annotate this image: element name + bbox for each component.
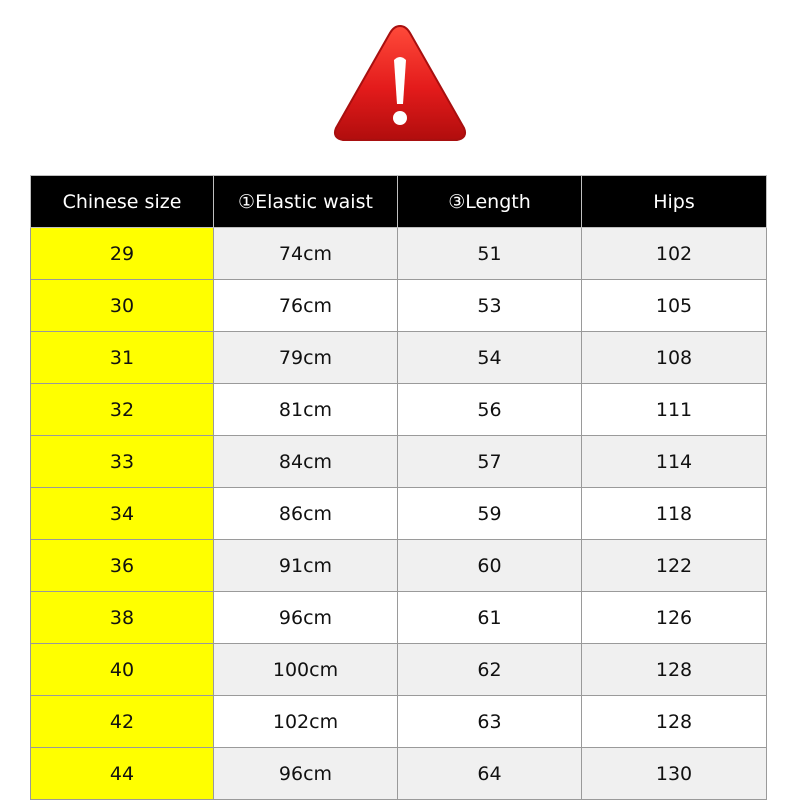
cell-hips: 126 [582,592,767,644]
cell-hips: 128 [582,696,767,748]
cell-elastic-waist: 76cm [214,280,398,332]
table-row [31,644,767,696]
column-header-length: ③Length [398,176,582,228]
table-row [31,540,767,592]
table-row [31,384,767,436]
cell-length: 61 [398,592,582,644]
cell-hips: 108 [582,332,767,384]
cell-elastic-waist: 91cm [214,540,398,592]
table-body [31,228,767,800]
cell-chinese-size: 44 [31,748,214,800]
cell-length: 59 [398,488,582,540]
column-header-hips: Hips [582,176,767,228]
cell-length: 56 [398,384,582,436]
cell-length: 53 [398,280,582,332]
cell-chinese-size: 42 [31,696,214,748]
cell-hips: 128 [582,644,767,696]
size-chart-table [30,175,767,800]
table-row [31,592,767,644]
cell-chinese-size: 30 [31,280,214,332]
cell-elastic-waist: 102cm [214,696,398,748]
cell-chinese-size: 31 [31,332,214,384]
cell-hips: 122 [582,540,767,592]
column-header-elastic-waist: ①Elastic waist [214,176,398,228]
cell-length: 64 [398,748,582,800]
cell-chinese-size: 29 [31,228,214,280]
cell-chinese-size: 32 [31,384,214,436]
cell-chinese-size: 38 [31,592,214,644]
cell-chinese-size: 34 [31,488,214,540]
cell-elastic-waist: 74cm [214,228,398,280]
header-row [31,176,767,228]
cell-elastic-waist: 81cm [214,384,398,436]
cell-elastic-waist: 96cm [214,592,398,644]
cell-elastic-waist: 86cm [214,488,398,540]
cell-hips: 102 [582,228,767,280]
cell-length: 62 [398,644,582,696]
cell-chinese-size: 33 [31,436,214,488]
table-row [31,280,767,332]
cell-hips: 130 [582,748,767,800]
table-row [31,332,767,384]
cell-length: 60 [398,540,582,592]
cell-length: 51 [398,228,582,280]
table-row [31,228,767,280]
column-header-chinese-size: Chinese size [31,176,214,228]
cell-elastic-waist: 96cm [214,748,398,800]
cell-elastic-waist: 100cm [214,644,398,696]
cell-length: 54 [398,332,582,384]
cell-elastic-waist: 84cm [214,436,398,488]
cell-hips: 111 [582,384,767,436]
cell-hips: 114 [582,436,767,488]
cell-length: 63 [398,696,582,748]
cell-hips: 118 [582,488,767,540]
table-row [31,748,767,800]
warning-icon [330,20,470,146]
cell-hips: 105 [582,280,767,332]
cell-length: 57 [398,436,582,488]
table-row [31,436,767,488]
cell-chinese-size: 36 [31,540,214,592]
cell-chinese-size: 40 [31,644,214,696]
table-row [31,696,767,748]
table-row [31,488,767,540]
cell-elastic-waist: 79cm [214,332,398,384]
